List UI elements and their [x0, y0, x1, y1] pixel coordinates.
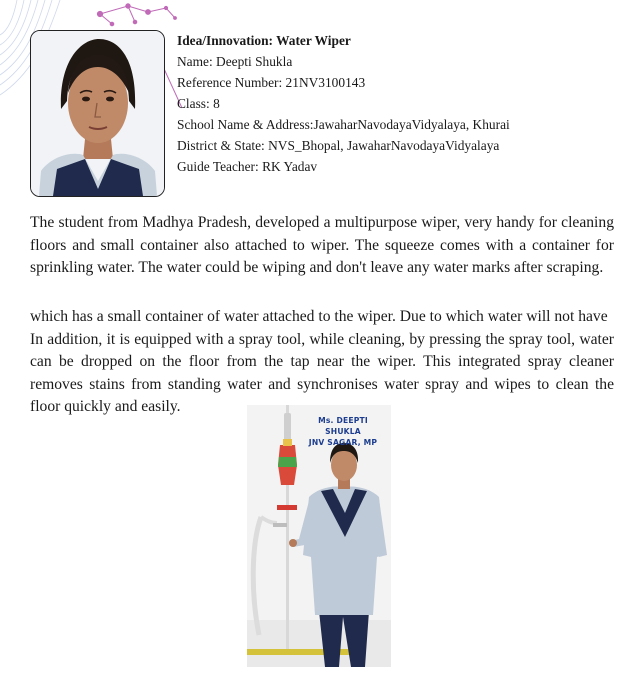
- student-class: Class: 8: [177, 96, 220, 111]
- district-state: District & State: NVS_Bhopal, JawaharNavodayaVidyalaya: [177, 138, 500, 153]
- description-paragraph-2-line-1: which has a small container of water attached to the wiper. Due to which water will not have: [30, 308, 608, 325]
- photo-caption-school: JNV SAGAR, MP: [308, 438, 378, 447]
- reference-number: Reference Number: 21NV3100143: [177, 75, 366, 90]
- student-portrait-photo: [30, 30, 165, 197]
- innovation-title: Idea/Innovation: Water Wiper: [177, 33, 351, 48]
- description-paragraph-2-rest: In addition, it is equipped with a spray tool, while cleaning, by pressing the spray tool, water can be dropped on the floor from the tap near the wiper. This integrated spray cleaner removes stains from standing water and synchronises water spray and wipes to clean the floor quickly and easily.: [30, 330, 614, 416]
- description-paragraph-1: The student from Madhya Pradesh, developed a multipurpose wiper, very handy for cleaning floors and small container also attached to wiper. The squeeze comes with a container for sprinkling water. The water could be wiping and don't leave any water marks after scraping.: [30, 214, 614, 277]
- description-paragraph-2: [30, 306, 614, 419]
- photo-caption-name: Ms. DEEPTI SHUKLA: [318, 416, 368, 436]
- product-photo: [247, 405, 391, 667]
- school-name-address: School Name & Address:JawaharNavodayaVidyalaya, Khurai: [177, 117, 510, 132]
- photo-caption: [299, 415, 387, 448]
- student-name: Name: Deepti Shukla: [177, 54, 293, 69]
- guide-teacher: Guide Teacher: RK Yadav: [177, 159, 318, 174]
- student-info-block: [177, 30, 510, 177]
